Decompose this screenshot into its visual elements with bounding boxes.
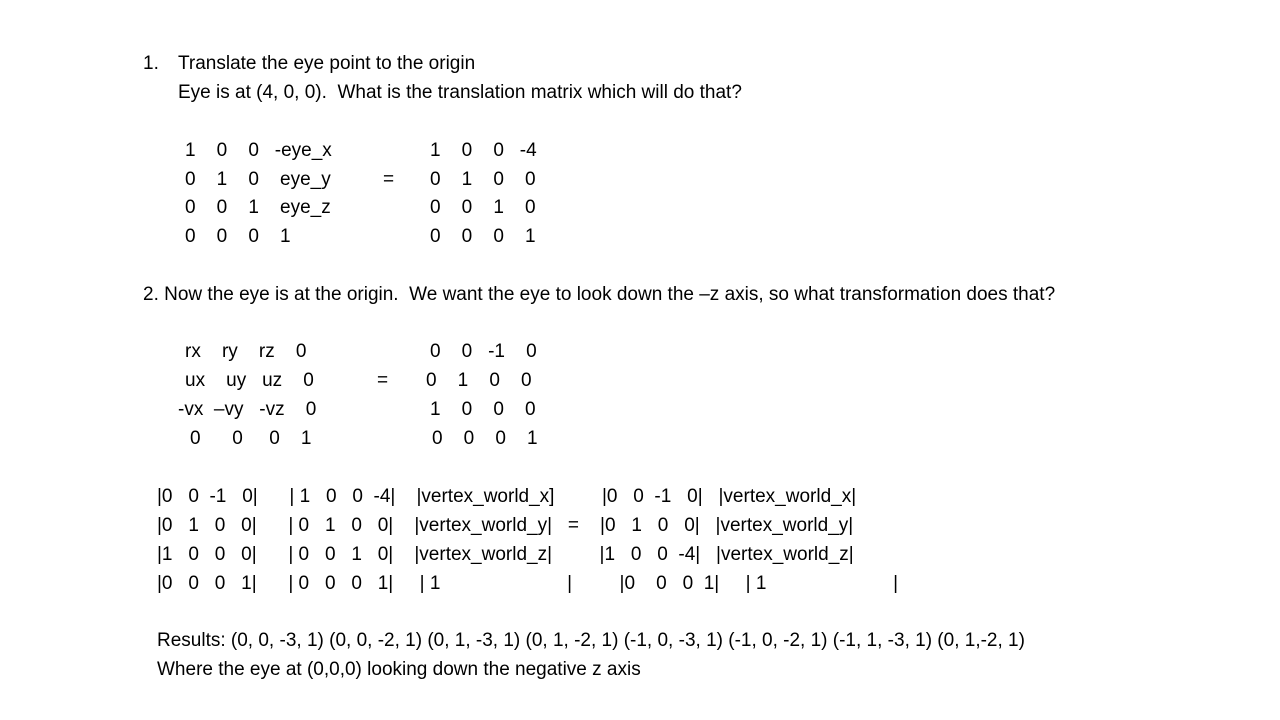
product-row: |1 0 0 0| | 0 0 1 0| |vertex_world_z| |1 0 0 -4| |vertex_world_z| [157,544,854,565]
matrix-row: 0 1 0 0 [430,169,536,190]
step1-number: 1. [143,53,159,74]
matrix-row: 1 0 0 -eye_x [185,140,332,161]
matrix-row: 0 1 0 eye_y [185,169,331,190]
matrix-row: 0 0 1 eye_z [185,197,331,218]
step2-title: 2. Now the eye is at the origin. We want the eye to look down the –z axis, so what transformation does that? [143,284,1056,305]
matrix-row: ux uy uz 0 [185,370,314,391]
matrix-row: -vx –vy -vz 0 [178,399,317,420]
matrix-row: 0 0 -1 0 [430,341,537,362]
product-row: |0 0 0 1| | 0 0 0 1| | 1 | |0 0 0 1| | 1 | [157,573,899,594]
matrix-row: 0 0 0 1 [190,428,312,449]
results-note: Where the eye at (0,0,0) looking down the negative z axis [157,659,641,680]
matrix-row: rx ry rz 0 [185,341,307,362]
equals-sign: = [377,370,389,391]
matrix-row: 0 0 0 1 [432,428,538,449]
matrix-row: 1 0 0 -4 [430,140,537,161]
results-list: Results: (0, 0, -3, 1) (0, 0, -2, 1) (0, 1, -3, 1) (0, 1, -2, 1) (-1, 0, -3, 1) (-1, 0, -2, 1) (-1, 1, -3, 1) (0, 1,-2, 1) [157,630,1025,651]
matrix-row: 0 0 0 1 [185,226,291,247]
equals-sign: = [383,169,395,190]
matrix-row: 0 1 0 0 [426,370,532,391]
matrix-row: 0 0 1 0 [430,197,536,218]
step1-question: Eye is at (4, 0, 0). What is the translation matrix which will do that? [178,82,742,103]
matrix-row: 0 0 0 1 [430,226,536,247]
product-row: |0 1 0 0| | 0 1 0 0| |vertex_world_y| = |0 1 0 0| |vertex_world_y| [157,515,854,536]
step1-title: Translate the eye point to the origin [178,53,476,74]
matrix-row: 1 0 0 0 [430,399,536,420]
product-row: |0 0 -1 0| | 1 0 0 -4| |vertex_world_x] |0 0 -1 0| |vertex_world_x| [157,486,857,507]
